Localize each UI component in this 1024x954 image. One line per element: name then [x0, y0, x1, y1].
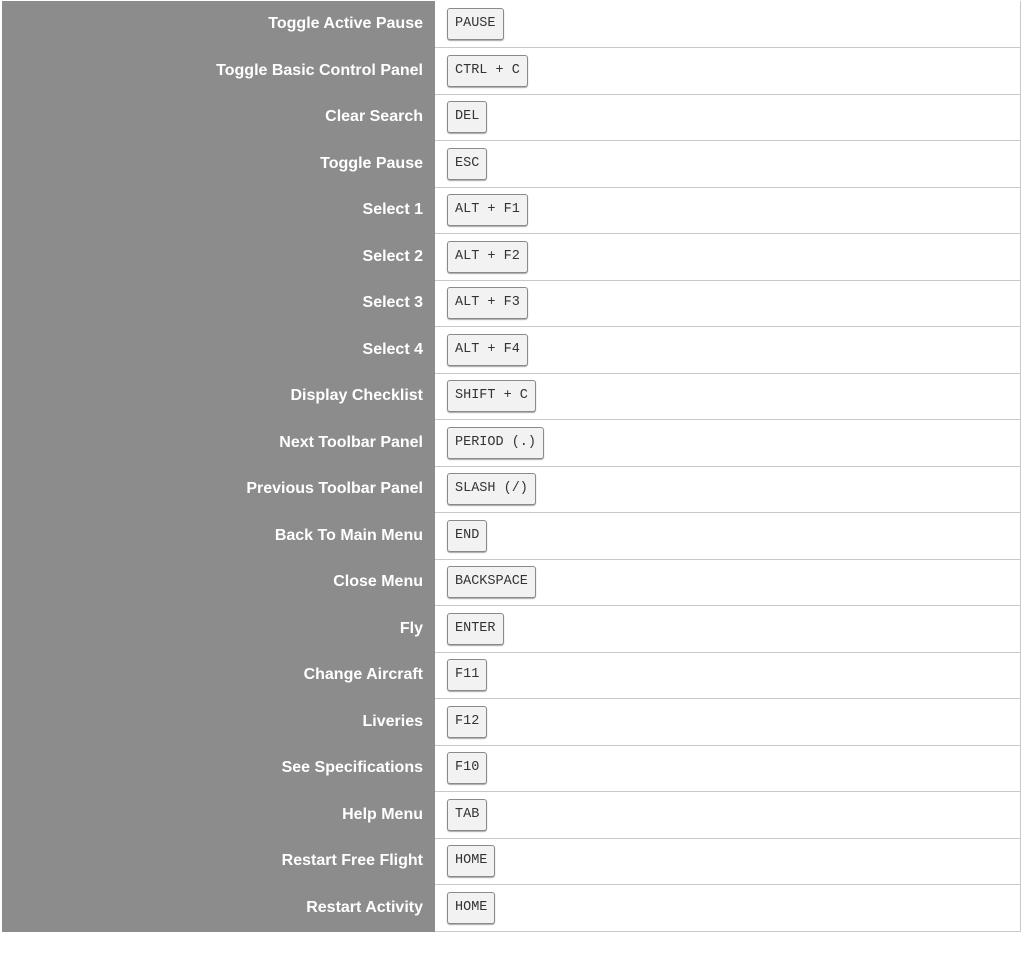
key-badge: DEL: [447, 101, 487, 133]
shortcuts-table: [2, 1, 1021, 932]
shortcut-row: [2, 280, 1021, 327]
shortcut-action-label: Select 4: [2, 327, 435, 374]
key-badge: F12: [447, 706, 487, 738]
key-badge: CTRL + C: [447, 55, 528, 87]
shortcut-action-label: Toggle Basic Control Panel: [2, 48, 435, 95]
shortcut-action-label: Help Menu: [2, 792, 435, 839]
key-badge: ALT + F1: [447, 194, 528, 226]
shortcut-row: [2, 606, 1021, 653]
shortcut-action-label: Next Toolbar Panel: [2, 420, 435, 467]
shortcut-key-cell: [435, 559, 1021, 606]
shortcut-row: [2, 373, 1021, 420]
shortcut-row: [2, 234, 1021, 281]
key-badge: HOME: [447, 845, 495, 877]
key-badge: BACKSPACE: [447, 566, 536, 598]
shortcut-key-cell: [435, 466, 1021, 513]
key-badge: PAUSE: [447, 8, 504, 40]
shortcut-key-cell: [435, 885, 1021, 932]
key-badge: SHIFT + C: [447, 380, 536, 412]
shortcut-action-label: Clear Search: [2, 94, 435, 141]
key-badge: SLASH (/): [447, 473, 536, 505]
shortcut-key-cell: [435, 513, 1021, 560]
shortcut-row: [2, 94, 1021, 141]
shortcut-row: [2, 1, 1021, 48]
shortcut-action-label: See Specifications: [2, 745, 435, 792]
shortcut-key-cell: [435, 48, 1021, 95]
key-badge: ALT + F3: [447, 287, 528, 319]
key-badge: ESC: [447, 148, 487, 180]
shortcut-key-cell: [435, 838, 1021, 885]
shortcut-action-label: Back To Main Menu: [2, 513, 435, 560]
key-badge: HOME: [447, 892, 495, 924]
shortcut-action-label: Restart Activity: [2, 885, 435, 932]
shortcut-action-label: Select 3: [2, 280, 435, 327]
shortcut-key-cell: [435, 606, 1021, 653]
shortcut-key-cell: [435, 652, 1021, 699]
shortcut-action-label: Display Checklist: [2, 373, 435, 420]
shortcut-row: [2, 48, 1021, 95]
shortcut-key-cell: [435, 234, 1021, 281]
shortcut-key-cell: [435, 327, 1021, 374]
shortcut-row: [2, 745, 1021, 792]
key-badge: PERIOD (.): [447, 427, 544, 459]
shortcut-key-cell: [435, 94, 1021, 141]
shortcut-row: [2, 699, 1021, 746]
shortcut-row: [2, 141, 1021, 188]
shortcut-row: [2, 885, 1021, 932]
key-badge: ALT + F2: [447, 241, 528, 273]
shortcut-action-label: Change Aircraft: [2, 652, 435, 699]
shortcut-row: [2, 327, 1021, 374]
shortcut-row: [2, 513, 1021, 560]
shortcut-key-cell: [435, 141, 1021, 188]
shortcut-key-cell: [435, 792, 1021, 839]
shortcut-key-cell: [435, 1, 1021, 48]
shortcut-action-label: Liveries: [2, 699, 435, 746]
shortcut-action-label: Toggle Active Pause: [2, 1, 435, 48]
shortcut-action-label: Select 1: [2, 187, 435, 234]
shortcut-action-label: Select 2: [2, 234, 435, 281]
key-badge: F10: [447, 752, 487, 784]
shortcut-row: [2, 652, 1021, 699]
shortcut-key-cell: [435, 280, 1021, 327]
key-badge: ALT + F4: [447, 334, 528, 366]
key-badge: F11: [447, 659, 487, 691]
shortcut-row: [2, 420, 1021, 467]
shortcut-row: [2, 838, 1021, 885]
key-badge: END: [447, 520, 487, 552]
shortcut-key-cell: [435, 187, 1021, 234]
shortcut-action-label: Close Menu: [2, 559, 435, 606]
shortcut-action-label: Previous Toolbar Panel: [2, 466, 435, 513]
shortcut-row: [2, 466, 1021, 513]
shortcut-key-cell: [435, 373, 1021, 420]
shortcut-key-cell: [435, 745, 1021, 792]
shortcut-row: [2, 792, 1021, 839]
shortcut-action-label: Fly: [2, 606, 435, 653]
shortcut-action-label: Restart Free Flight: [2, 838, 435, 885]
key-badge: TAB: [447, 799, 487, 831]
shortcut-key-cell: [435, 420, 1021, 467]
shortcut-row: [2, 559, 1021, 606]
shortcut-key-cell: [435, 699, 1021, 746]
shortcuts-table-body: [2, 1, 1021, 931]
key-badge: ENTER: [447, 613, 504, 645]
shortcut-row: [2, 187, 1021, 234]
shortcut-action-label: Toggle Pause: [2, 141, 435, 188]
